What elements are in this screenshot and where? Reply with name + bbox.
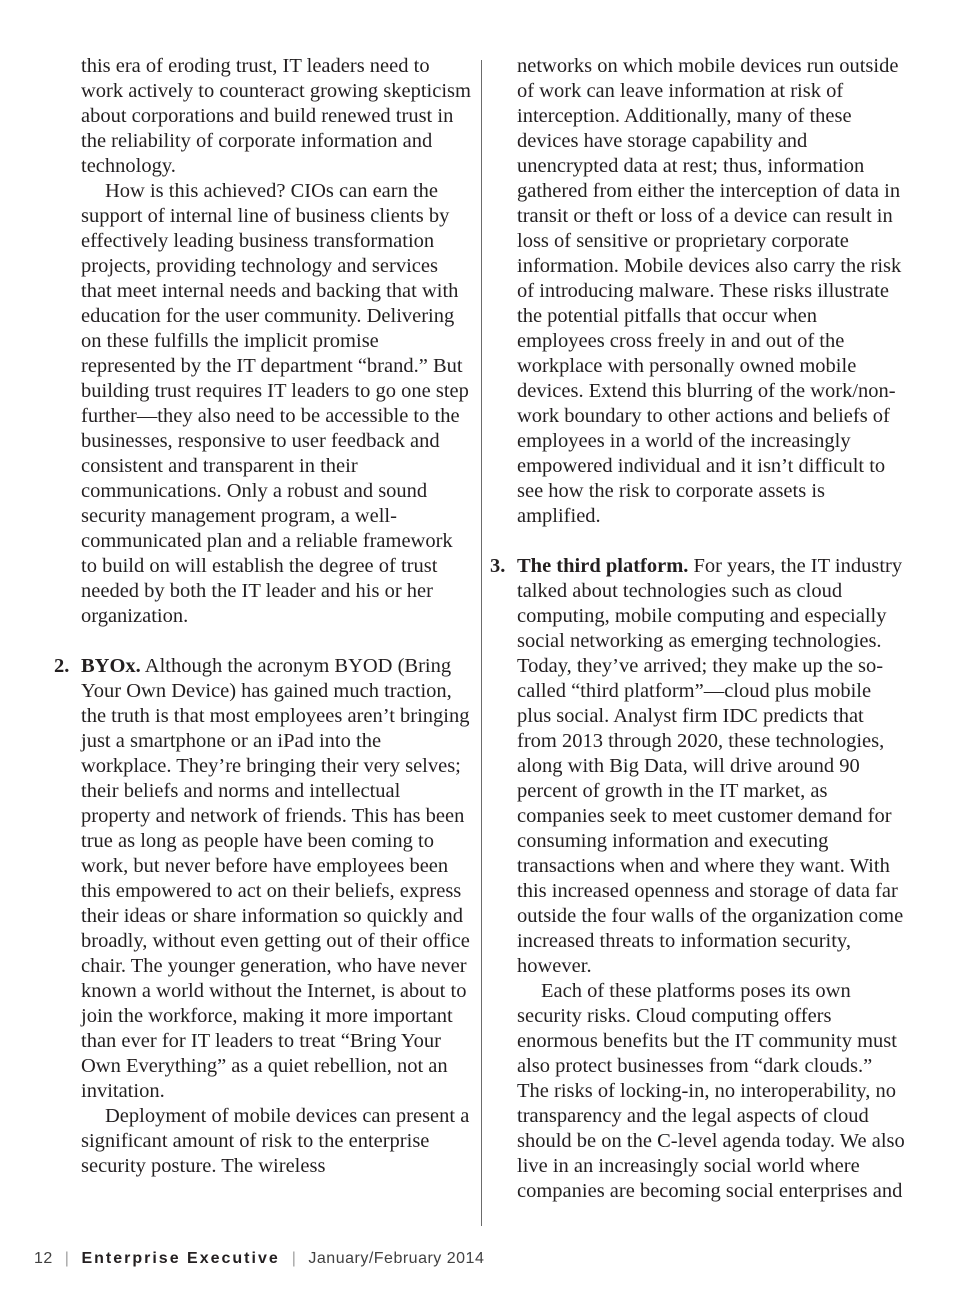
left-column bbox=[54, 54, 472, 1179]
list-heading-third-platform: The third platform. bbox=[517, 555, 689, 577]
issue-date: January/February 2014 bbox=[308, 1250, 485, 1267]
paragraph-deployment: Deployment of mobile devices can present a significant amount of risk to the enterprise security posture. The wireless bbox=[81, 1105, 470, 1177]
publication-name: Enterprise Executive bbox=[81, 1250, 280, 1267]
list-item-byox bbox=[54, 654, 472, 1104]
footer-separator: | bbox=[291, 1250, 297, 1267]
paragraph-how-achieved: How is this achieved? CIOs can earn the support of internal line of business clients by effectively leading business transformation projects, providing technology and services that meet internal needs and backing that with education for the user community. Delivering on these fulfills the implicit promise represented by the IT department “brand.” But building trust requires IT leaders to go one step further—they also need to be accessible to the businesses, responsive to user feedback and consistent and transparent in their communications. Only a robust and sound security management program, a well-communicated plan and a reliable framework to build on will establish the degree of trust needed by both the IT leader and his or her organization. bbox=[81, 180, 469, 627]
paragraph-networks: networks on which mobile devices run outside of work can leave information at risk of interception. Additionally, many of these devices have storage capability and unencrypted data at rest; thus, information gathered from either the interception of data in transit or theft or loss of a device can result in loss of sensitive or proprietary corporate information. Mobile devices also carry the risk of introducing malware. These risks illustrate the potential pitfalls that occur when employees cross freely in and out of the workplace with personally owned mobile devices. Extend this blurring of the work/non-work boundary to other actions and beliefs of employees in a world of the increasingly empowered individual and it isn’t difficult to see how the risk to corporate assets is amplified. bbox=[517, 55, 902, 527]
list-heading-byox: BYOx. bbox=[81, 655, 141, 677]
column-divider bbox=[481, 60, 482, 1226]
page-number: 12 bbox=[34, 1250, 53, 1267]
list-text-byox: Although the acronym BYOD (Bring Your Own Device) has gained much traction, the truth is that most employees aren’t bringing just a smartphone or an iPad into the workplace. They’re bringing their very selves; their beliefs and norms and intellectual property and network of friends. This has been true as long as people have been coming to work, but never before have employees been this empowered to act on their beliefs, express their ideas or share information so quickly and broadly, without even getting out of their office chair. The younger generation, who have never known a world without the Internet, is about to join the workforce, making it more important than ever for IT leaders to treat “Bring Your Own Everything” as a quiet rebellion, not an invitation. bbox=[81, 655, 470, 1102]
page-footer bbox=[34, 1250, 484, 1268]
paragraph-platform-risks: Each of these platforms poses its own security risks. Cloud computing offers enormous benefits but the IT community must also protect businesses from “dark clouds.” The risks of locking-in, no interoperability, no transparency and the legal aspects of cloud should be on the C-level agenda today. We also live in an increasingly social world where companies are becoming social enterprises and bbox=[517, 980, 905, 1202]
list-item-third-platform bbox=[490, 554, 908, 979]
right-column bbox=[490, 54, 908, 1204]
list-number-2: 2. bbox=[54, 655, 70, 677]
list-text-third-platform: For years, the IT industry talked about technologies such as cloud computing, mobile computing and especially social networking as emerging technologies. Today, they’ve arrived; they make up the so-called “third platform”—cloud plus mobile plus social. Analyst firm IDC predicts that from 2013 through 2020, these technologies, along with Big Data, will drive around 90 percent of growth in the IT market, as companies seek to meet customer demand for consuming information and executing transactions when and where they want. With this increased openness and storage of data far outside the four walls of the organization come increased threats to information security, however. bbox=[517, 555, 904, 977]
list-number-3: 3. bbox=[490, 555, 506, 577]
paragraph-trust-intro: this era of eroding trust, IT leaders need to work actively to counteract growing skepticism about corporations and build renewed trust in the reliability of corporate information and technology. bbox=[81, 55, 471, 177]
footer-separator: | bbox=[64, 1250, 70, 1267]
